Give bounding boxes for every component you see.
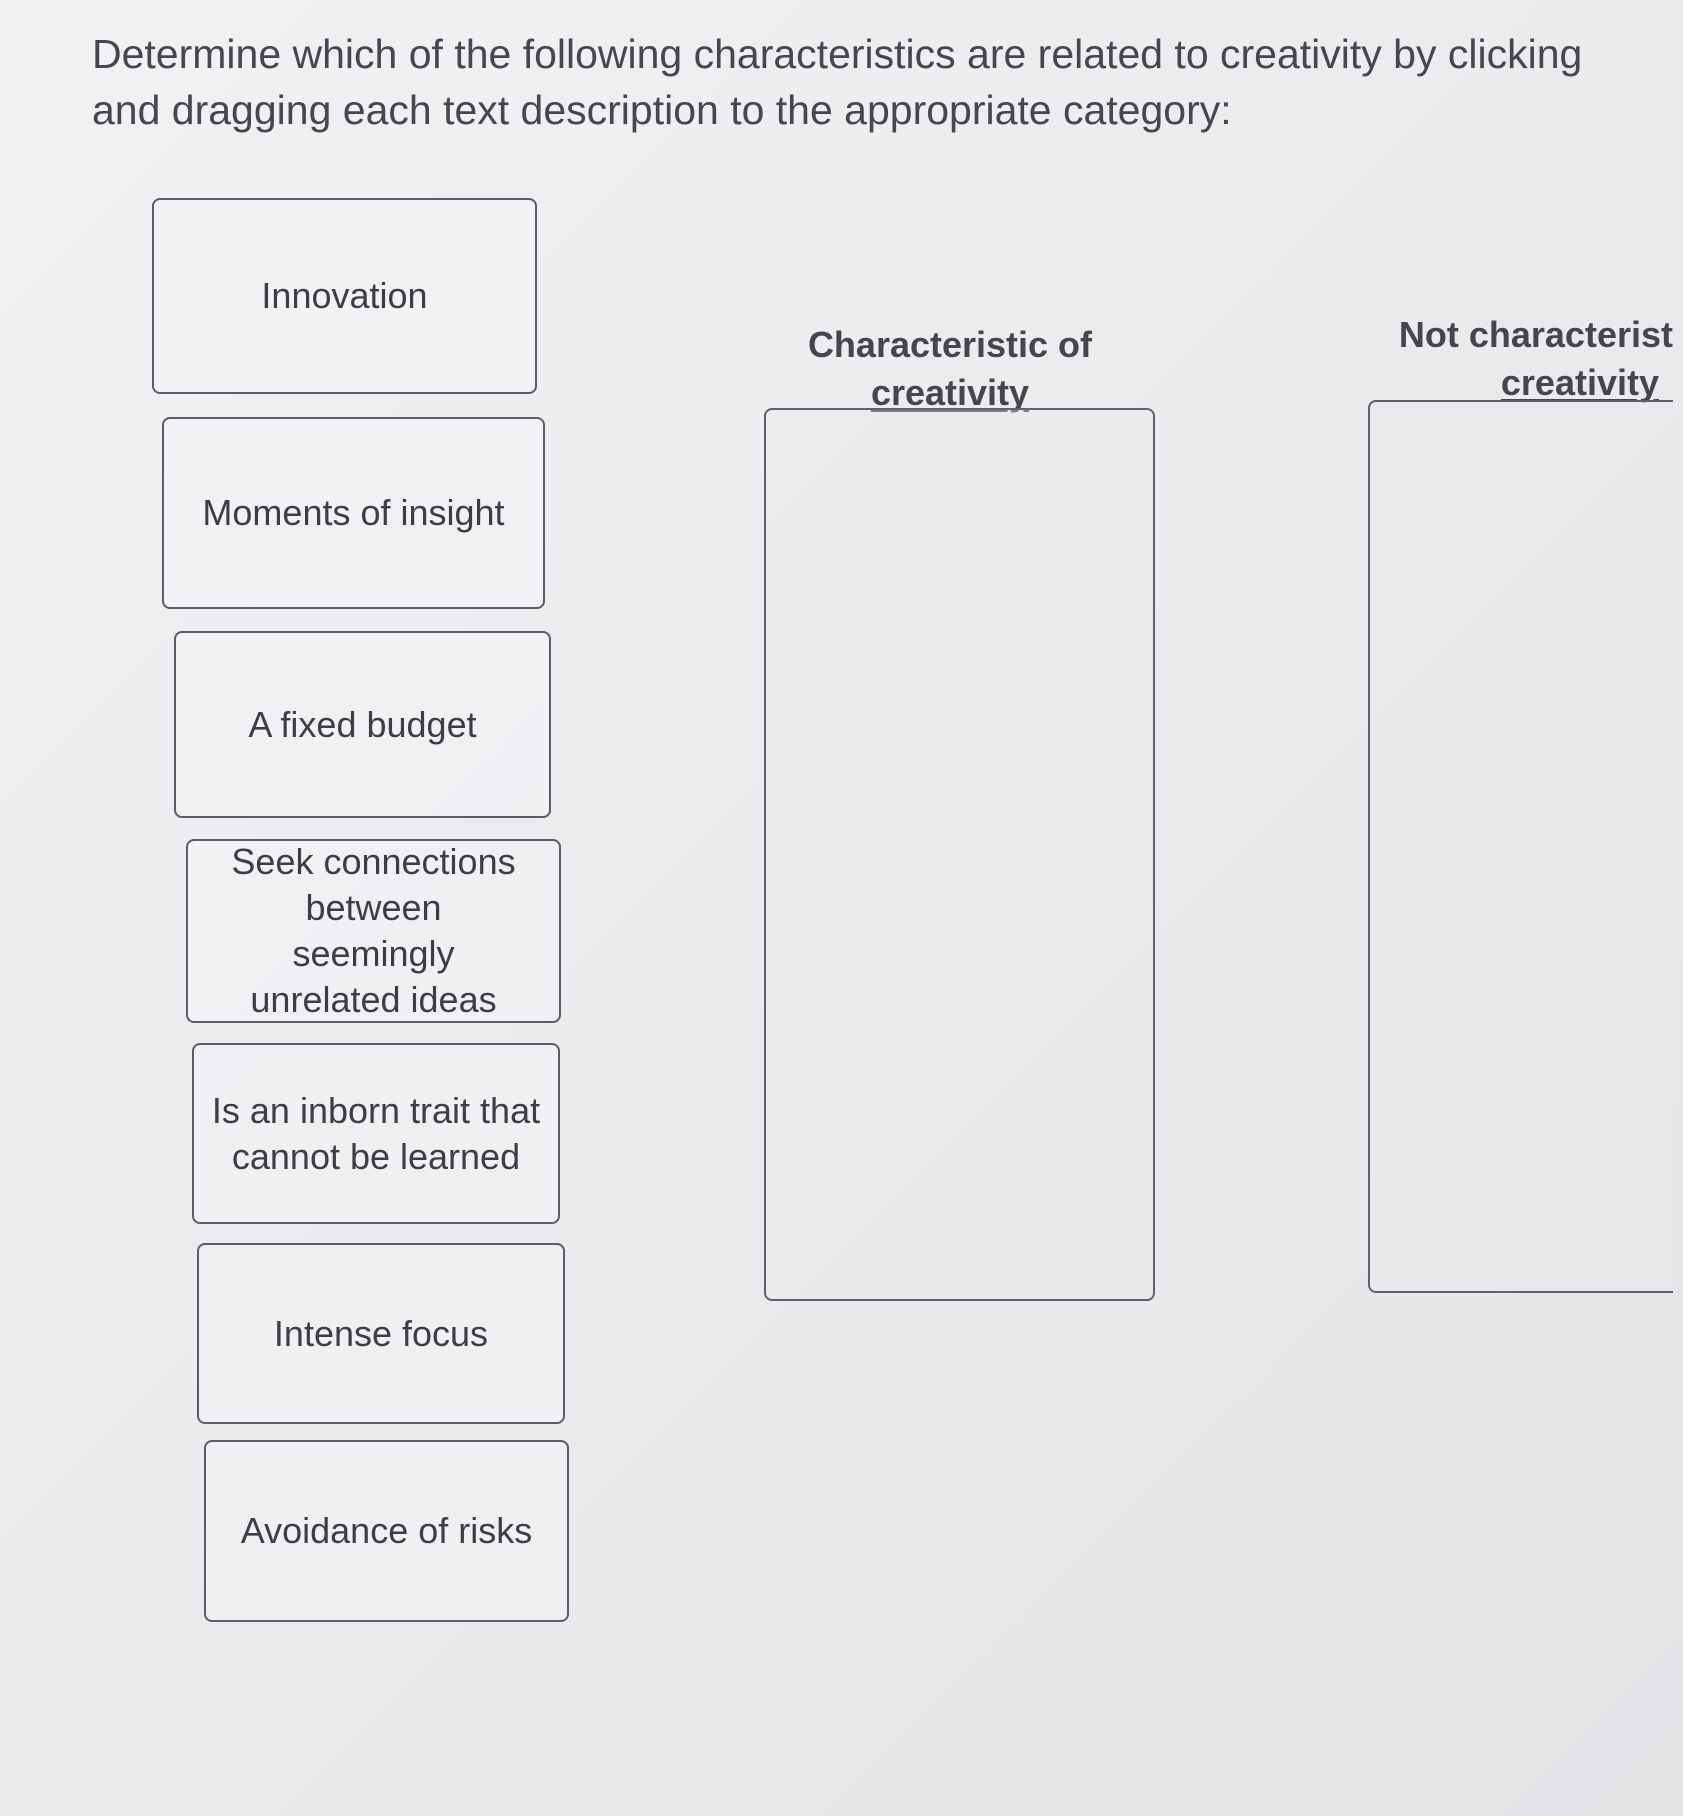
category-heading-line1: Characteristic of bbox=[807, 324, 1093, 365]
category-heading-line1: Not characterist bbox=[1398, 314, 1673, 355]
card-label: Is an inborn trait that cannot be learned bbox=[211, 1089, 541, 1177]
drag-card-avoidance-of-risks[interactable] bbox=[204, 1440, 569, 1622]
category-heading-line2: creativity bbox=[870, 372, 1030, 413]
drag-card-intense-focus[interactable] bbox=[197, 1243, 565, 1424]
drop-zone-not-characteristic[interactable] bbox=[1368, 400, 1673, 1293]
question-prompt: Determine which of the following characteristics are related to creativity by clicking and dragging each text description to the appropriate category: bbox=[92, 31, 1583, 133]
card-label: Seek connections between seemingly unrelated ideas bbox=[231, 841, 516, 1020]
card-label: Moments of insight bbox=[202, 492, 505, 533]
drag-card-innovation[interactable] bbox=[152, 198, 537, 394]
drag-card-fixed-budget[interactable] bbox=[174, 631, 551, 818]
category-heading-characteristic bbox=[780, 321, 1120, 417]
card-label: Intense focus bbox=[273, 1312, 489, 1354]
card-label: A fixed budget bbox=[248, 703, 477, 745]
drop-zone-characteristic[interactable] bbox=[764, 408, 1155, 1301]
drag-card-inborn-trait[interactable] bbox=[192, 1043, 560, 1224]
category-heading-line2: creativity bbox=[1500, 362, 1659, 403]
drag-card-seek-connections[interactable] bbox=[186, 839, 561, 1023]
drag-card-moments-of-insight[interactable] bbox=[162, 417, 545, 609]
category-heading-not-characteristic bbox=[1380, 311, 1683, 407]
card-label: Innovation bbox=[261, 275, 428, 316]
card-label: Avoidance of risks bbox=[240, 1510, 533, 1551]
